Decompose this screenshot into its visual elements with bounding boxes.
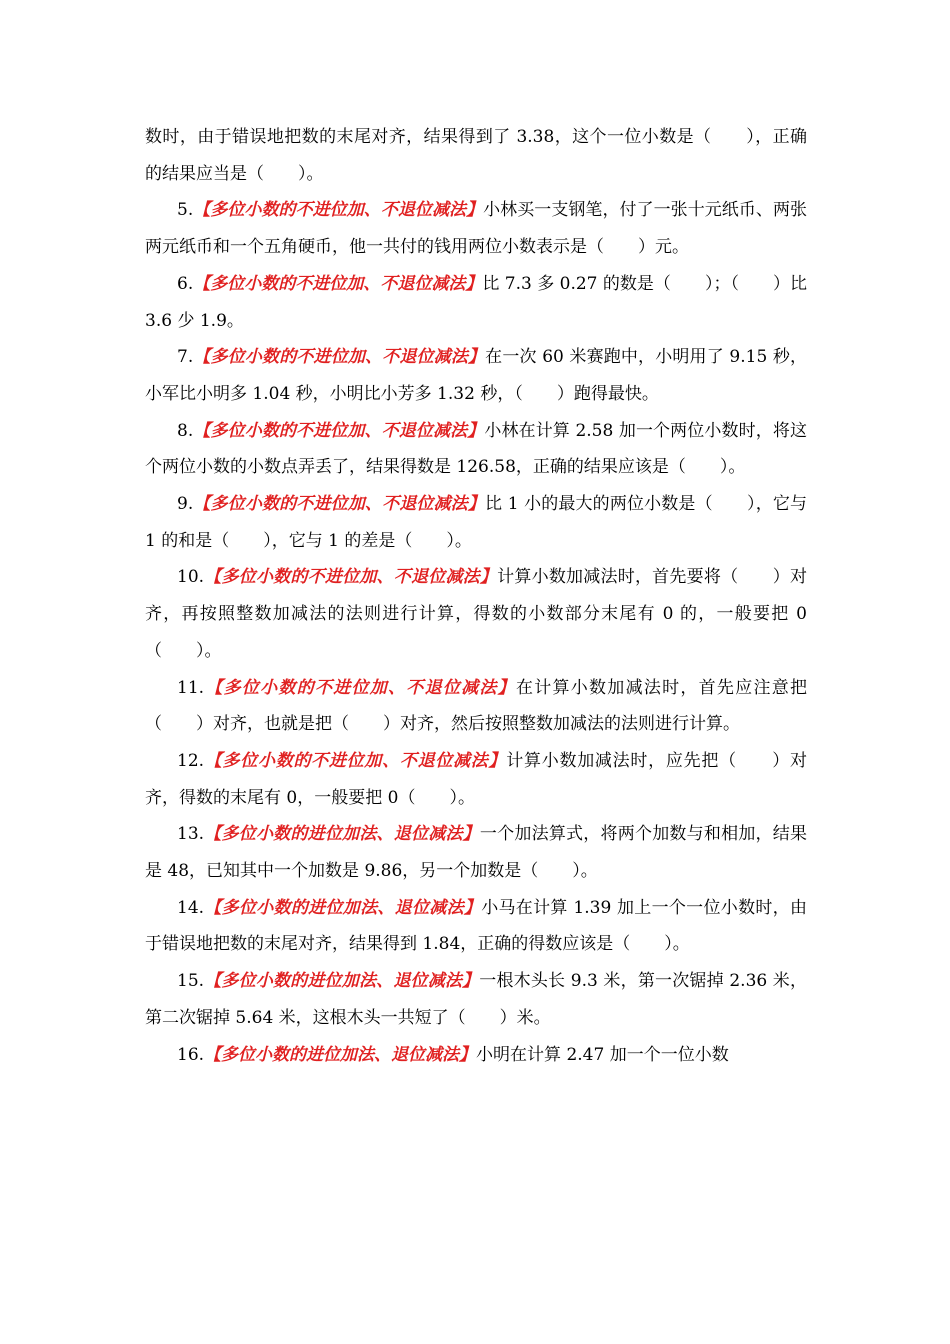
topic-tag: 【多位小数的进位加法、退位减法】 [204, 824, 480, 845]
question-number: 13. [177, 824, 205, 845]
question-number: 11. [177, 677, 205, 698]
question-number: 12. [177, 750, 205, 771]
question-5 [145, 192, 807, 265]
question-4-continuation [145, 119, 807, 192]
question-8 [145, 413, 807, 486]
question-text: 小林在计算 2.58 加一个两位小数时，将这个两位小数的小数点弄丢了，结果得数是 126.58，正确的结果应该是（ ）。 [145, 420, 807, 478]
question-number: 10. [177, 567, 205, 588]
topic-tag: 【多位小数的不进位加、不退位减法】 [193, 200, 484, 221]
question-list [145, 119, 807, 1073]
question-text: 数时，由于错误地把数的末尾对齐，结果得到了 3.38，这个一位小数是（ ），正确的结果应当是（ ）。 [145, 127, 807, 184]
question-15 [145, 963, 807, 1036]
topic-tag: 【多位小数的不进位加、不退位减法】 [204, 677, 516, 698]
question-text: 一根木头长 9.3 米，第一次锯掉 2.36 米，第二次锯掉 5.64 米，这根木头一共短了（ ）米。 [145, 971, 807, 1028]
question-text: 小马在计算 1.39 加上一个一位小数时，由于错误地把数的末尾对齐，结果得到 1.84，正确的得数应该是（ ）。 [145, 897, 807, 955]
question-11 [145, 670, 807, 743]
topic-tag: 【多位小数的不进位加、不退位减法】 [193, 273, 483, 294]
question-9 [145, 486, 807, 559]
question-text: 比 7.3 多 0.27 的数是（ ）；（ ）比 3.6 少 1.9。 [145, 273, 807, 331]
question-14 [145, 890, 807, 963]
question-number: 9. [177, 494, 194, 515]
question-text: 比 1 小的最大的两位小数是（ ），它与 1 的和是（ ），它与 1 的差是（ ）。 [145, 494, 808, 551]
question-text: 计算小数加减法时，首先要将（ ）对齐，再按照整数加减法的法则进行计算，得数的小数部分末尾有 0 的，一般要把 0（ ）。 [145, 567, 808, 661]
question-text: 计算小数加减法时，应先把（ ）对齐，得数的末尾有 0，一般要把 0（ ）。 [145, 750, 808, 808]
question-6 [145, 266, 807, 339]
question-number: 5. [177, 200, 194, 221]
question-number: 14. [177, 897, 205, 918]
question-text: 小林买一支钢笔，付了一张十元纸币、两张两元纸币和一个五角硬币，他一共付的钱用两位小数表示是（ ）元。 [145, 200, 808, 258]
question-12 [145, 743, 807, 816]
topic-tag: 【多位小数的不进位加、不退位减法】 [204, 750, 507, 771]
topic-tag: 【多位小数的不进位加、不退位减法】 [193, 494, 485, 515]
topic-tag: 【多位小数的不进位加、不退位减法】 [193, 347, 486, 368]
topic-tag: 【多位小数的进位加法、退位减法】 [204, 971, 480, 992]
question-number: 16. [177, 1044, 205, 1065]
question-number: 6. [177, 273, 194, 294]
topic-tag: 【多位小数的不进位加、不退位减法】 [204, 567, 498, 588]
question-number: 7. [177, 347, 194, 368]
question-16 [145, 1037, 807, 1074]
question-13 [145, 816, 807, 889]
question-10 [145, 559, 807, 669]
topic-tag: 【多位小数的进位加法、退位减法】 [204, 897, 482, 918]
topic-tag: 【多位小数的不进位加、不退位减法】 [193, 420, 485, 441]
question-text: 在计算小数加减法时，首先应注意把（ ）对齐，也就是把（ ）对齐，然后按照整数加减法的法则进行计算。 [145, 677, 808, 735]
question-7 [145, 339, 807, 412]
question-number: 8. [177, 420, 194, 441]
topic-tag: 【多位小数的进位加法、退位减法】 [204, 1044, 477, 1065]
question-number: 15. [177, 971, 205, 992]
question-text: 小明在计算 2.47 加一个一位小数 [476, 1044, 729, 1065]
question-text: 一个加法算式，将两个加数与和相加，结果是 48，已知其中一个加数是 9.86，另一个加数是（ ）。 [145, 824, 808, 882]
question-text: 在一次 60 米赛跑中，小明用了 9.15 秒，小军比小明多 1.04 秒，小明比小芳多 1.32 秒，（ ）跑得最快。 [145, 347, 808, 404]
